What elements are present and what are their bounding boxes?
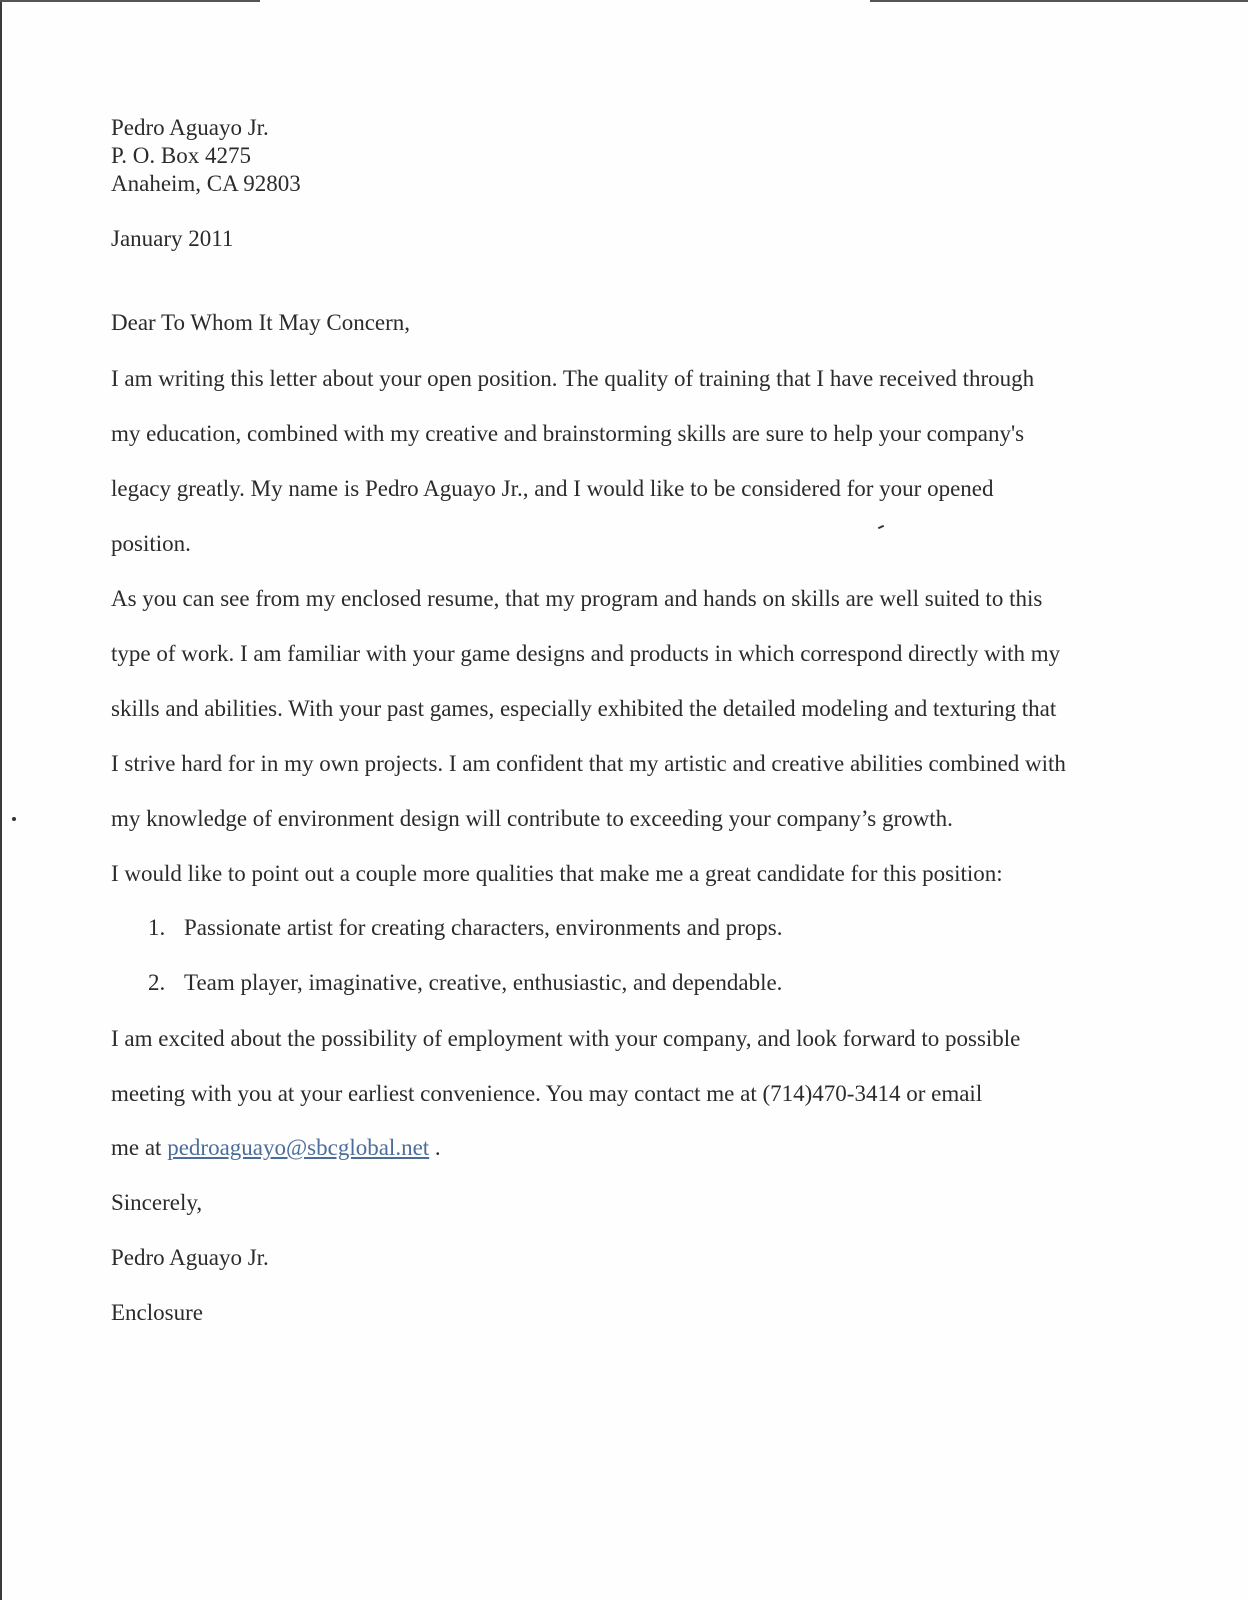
- signature-name: Pedro Aguayo Jr.: [111, 1245, 269, 1270]
- sender-name: Pedro Aguayo Jr.: [111, 115, 269, 140]
- list-item-text: Passionate artist for creating characters, environments and props.: [184, 915, 783, 940]
- contact-suffix: .: [429, 1135, 441, 1160]
- paragraph-2-line: As you can see from my enclosed resume, that my program and hands on skills are well suited to this: [111, 586, 1043, 611]
- paragraph-2-line: I strive hard for in my own projects. I am confident that my artistic and creative abilities combined with: [111, 751, 1066, 776]
- scan-edge-top: [870, 0, 1248, 2]
- salutation: Dear To Whom It May Concern,: [111, 310, 411, 335]
- sender-address-line-1: P. O. Box 4275: [111, 143, 251, 168]
- list-item-number: 1.: [148, 915, 166, 940]
- enclosure-note: Enclosure: [111, 1300, 203, 1325]
- paragraph-1-line: I am writing this letter about your open position. The quality of training that I have received through: [111, 366, 1035, 391]
- sender-address-line-2: Anaheim, CA 92803: [111, 171, 301, 196]
- list-item: [148, 914, 782, 942]
- list-item-number: 2.: [148, 970, 166, 995]
- paragraph-1-line: my education, combined with my creative and brainstorming skills are sure to help your company's: [111, 421, 1025, 446]
- paragraph-4-line: meeting with you at your earliest convenience. You may contact me at (714)470-3414 or email: [111, 1081, 983, 1106]
- scan-edge-left: [0, 0, 2, 1600]
- contact-line: [111, 1134, 441, 1162]
- paragraph-1-line: position.: [111, 531, 191, 556]
- letter-date: January 2011: [111, 226, 234, 251]
- paragraph-2-line: type of work. I am familiar with your game designs and products in which correspond directly with my: [111, 641, 1061, 666]
- email-link[interactable]: pedroaguayo@sbcglobal.net: [167, 1135, 430, 1160]
- paragraph-1-line: legacy greatly. My name is Pedro Aguayo Jr., and I would like to be considered for your opened: [111, 476, 994, 501]
- contact-prefix: me at: [111, 1135, 168, 1160]
- list-item-text: Team player, imaginative, creative, enthusiastic, and dependable.: [184, 970, 783, 995]
- scan-edge-top: [0, 0, 260, 2]
- paragraph-2-line: skills and abilities. With your past games, especially exhibited the detailed modeling and texturing that: [111, 696, 1057, 721]
- paragraph-2-line: my knowledge of environment design will contribute to exceeding your company’s growth.: [111, 806, 953, 831]
- scan-speck: [12, 817, 16, 821]
- paragraph-4-line: I am excited about the possibility of employment with your company, and look forward to possible: [111, 1026, 1021, 1051]
- paragraph-3: I would like to point out a couple more qualities that make me a great candidate for this position:: [111, 861, 1003, 886]
- list-item: [148, 969, 782, 997]
- scan-speck: [878, 525, 884, 529]
- closing: Sincerely,: [111, 1190, 203, 1215]
